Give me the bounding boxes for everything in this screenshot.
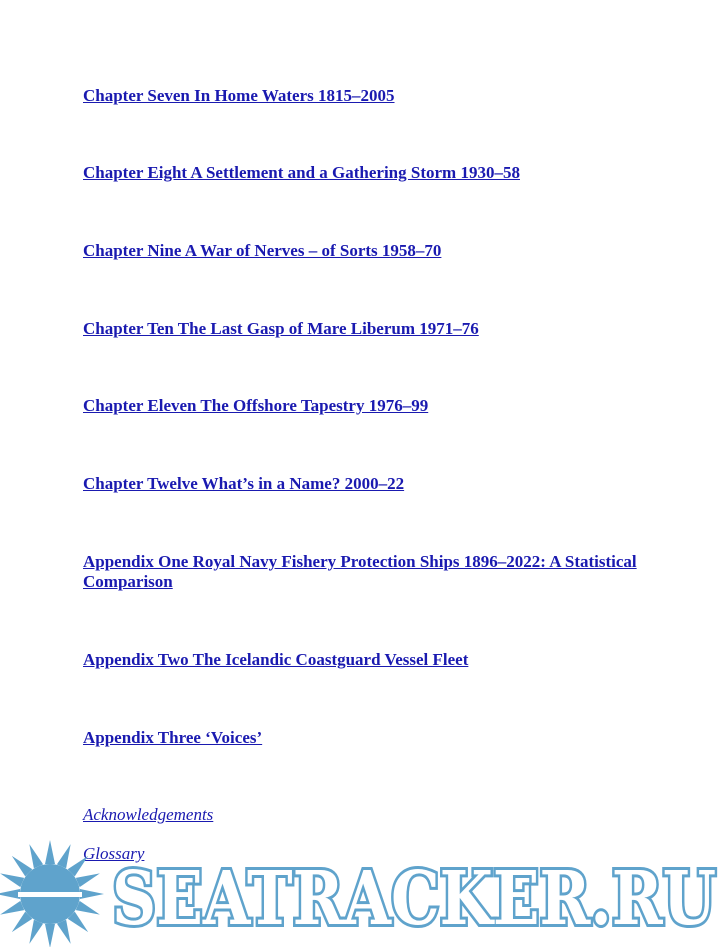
toc-link-appendix-three[interactable]: Appendix Three ‘Voices’ [83, 728, 263, 747]
toc-link-appendix-one[interactable]: Appendix One Royal Navy Fishery Protection Ships 1896–2022: A Statistical Comparison [83, 552, 637, 591]
toc-link-appendix-two[interactable]: Appendix Two The Icelandic Coastguard Vessel Fleet [83, 650, 469, 669]
toc-link-glossary[interactable]: Glossary [83, 844, 145, 863]
toc-link-chapter-ten[interactable]: Chapter Ten The Last Gasp of Mare Liberum 1971–76 [83, 319, 479, 338]
toc-link-chapter-eleven[interactable]: Chapter Eleven The Offshore Tapestry 1976–99 [83, 396, 429, 415]
toc-link-chapter-twelve[interactable]: Chapter Twelve What’s in a Name? 2000–22 [83, 474, 405, 493]
toc-link-chapter-eight[interactable]: Chapter Eight A Settlement and a Gathering Storm 1930–58 [83, 163, 520, 182]
watermark [0, 838, 728, 947]
toc-link-acknowledgements[interactable]: Acknowledgements [83, 805, 214, 824]
watermark-text: SEATRACKER.RU [112, 856, 716, 942]
sun-logo-icon [0, 840, 104, 947]
toc-link-chapter-seven[interactable]: Chapter Seven In Home Waters 1815–2005 [83, 86, 395, 105]
toc-link-chapter-nine[interactable]: Chapter Nine A War of Nerves – of Sorts 1958–70 [83, 241, 442, 260]
